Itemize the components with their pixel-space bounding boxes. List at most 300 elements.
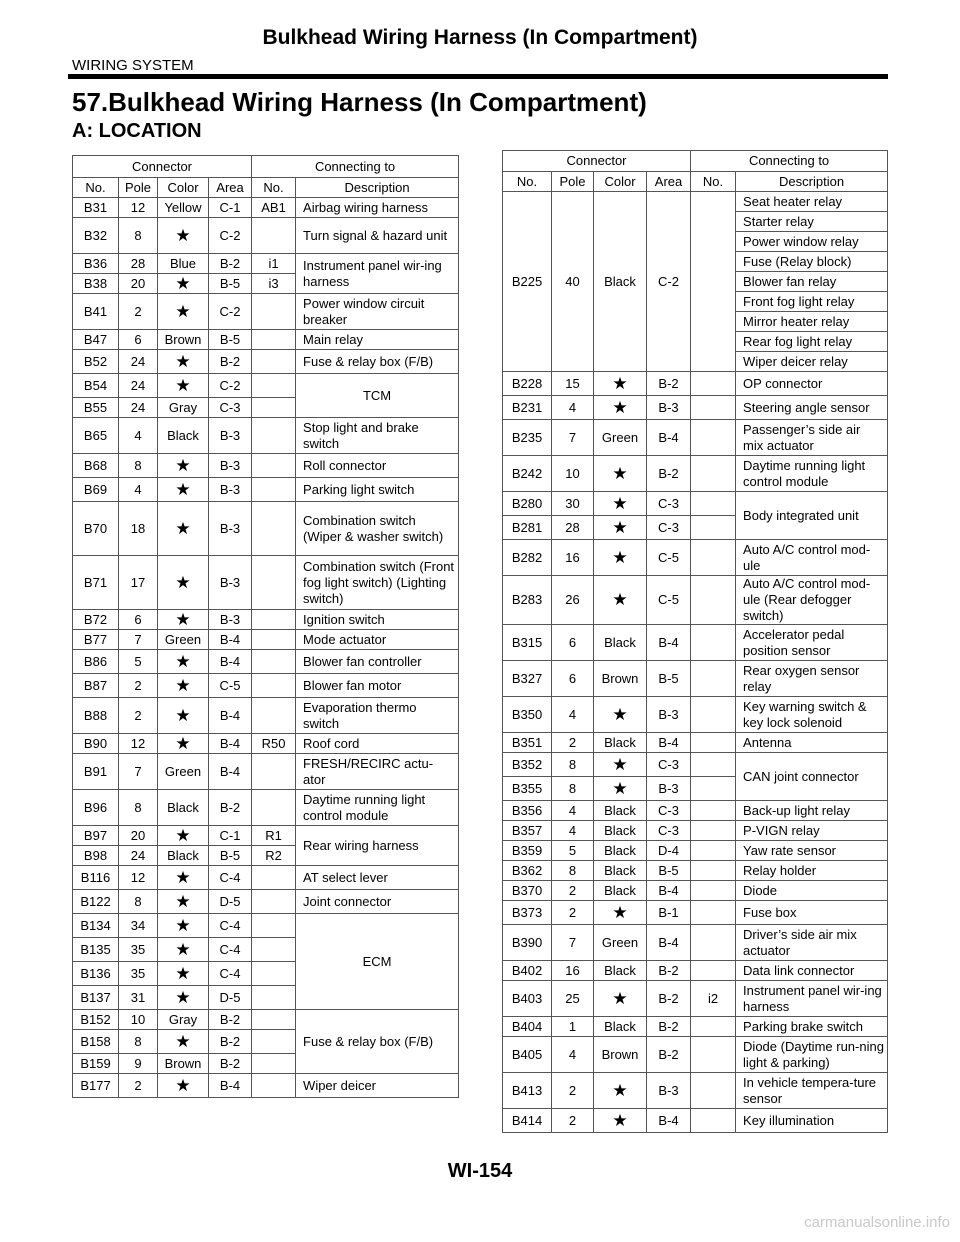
description-cell: Back-up light relay [736, 801, 888, 821]
description-cell: Key illumination [736, 1109, 888, 1133]
area-code-cell: B-5 [209, 330, 252, 350]
pole-count-cell: 2 [119, 294, 158, 330]
area-code-cell: B-4 [209, 650, 252, 674]
star-icon: ★ [158, 556, 209, 610]
pole-count-cell: 9 [119, 1054, 158, 1074]
table-row [503, 981, 888, 1017]
connector-no-cell: B373 [503, 901, 552, 925]
column-header-row [503, 172, 888, 192]
pole-count-cell: 7 [552, 925, 594, 961]
connecting-to-no-cell [252, 1010, 296, 1030]
connecting-to-no-cell [691, 1037, 736, 1073]
description-cell: Seat heater relay [736, 192, 888, 212]
area-code-cell: B-2 [647, 981, 691, 1017]
area-code-cell: C-4 [209, 866, 252, 890]
connector-color-cell: Brown [594, 661, 647, 697]
table-row [73, 294, 459, 330]
star-icon: ★ [158, 478, 209, 502]
description-cell: Driver’s side air mix actuator [736, 925, 888, 961]
pole-count-cell: 8 [552, 777, 594, 801]
connecting-to-no-cell [691, 492, 736, 516]
connecting-to-no-cell [252, 610, 296, 630]
table-row [503, 576, 888, 625]
description-cell: Body integrated unit [736, 492, 888, 540]
connector-no-cell: B87 [73, 674, 119, 698]
connector-no-cell: B355 [503, 777, 552, 801]
connector-table-right [502, 150, 888, 1133]
table-row [503, 540, 888, 576]
pole-count-cell: 12 [119, 866, 158, 890]
pole-count-cell: 8 [119, 790, 158, 826]
section-label: WIRING SYSTEM [72, 57, 194, 74]
pole-count-cell: 2 [552, 733, 594, 753]
connector-no-cell: B69 [73, 478, 119, 502]
connector-no-cell: B315 [503, 625, 552, 661]
star-icon: ★ [158, 986, 209, 1010]
area-code-cell: B-2 [647, 961, 691, 981]
connector-color-cell: Yellow [158, 198, 209, 218]
connecting-to-no-cell [691, 901, 736, 925]
connector-color-cell: Green [158, 754, 209, 790]
description-cell: Front fog light relay [736, 292, 888, 312]
connecting-to-no-cell [691, 777, 736, 801]
connecting-to-no-cell [691, 516, 736, 540]
table-row [73, 630, 459, 650]
area-code-cell: B-5 [647, 661, 691, 697]
connector-no-cell: B231 [503, 396, 552, 420]
pole-count-cell: 10 [119, 1010, 158, 1030]
connecting-to-no-cell [691, 733, 736, 753]
pole-count-cell: 4 [552, 1037, 594, 1073]
description-cell: Roll connector [296, 454, 459, 478]
connecting-to-no-cell [252, 790, 296, 826]
table-row [503, 1017, 888, 1037]
area-code-cell: B-2 [647, 1017, 691, 1037]
connector-no-cell: B36 [73, 254, 119, 274]
description-cell: Auto A/C control mod-ule [736, 540, 888, 576]
pole-count-cell: 20 [119, 274, 158, 294]
area-code-cell: B-4 [647, 420, 691, 456]
connecting-to-no-cell [252, 418, 296, 454]
connector-no-cell: B152 [73, 1010, 119, 1030]
area-code-cell: C-2 [647, 192, 691, 372]
star-icon: ★ [594, 753, 647, 777]
pole-count-cell: 6 [552, 625, 594, 661]
connector-no-cell: B96 [73, 790, 119, 826]
pole-count-cell: 31 [119, 986, 158, 1010]
area-code-cell: C-1 [209, 198, 252, 218]
connecting-to-no-cell: R1 [252, 826, 296, 846]
star-icon: ★ [158, 674, 209, 698]
description-cell: ECM [296, 914, 459, 1010]
col-header-to-no: No. [691, 172, 736, 192]
description-cell: Ignition switch [296, 610, 459, 630]
area-code-cell: C-5 [647, 576, 691, 625]
connecting-to-no-cell [691, 697, 736, 733]
description-cell: Parking brake switch [736, 1017, 888, 1037]
connecting-to-no-cell [691, 925, 736, 961]
table-row [73, 866, 459, 890]
description-cell: Stop light and brake switch [296, 418, 459, 454]
table-body [73, 198, 459, 1098]
description-cell: CAN joint connector [736, 753, 888, 801]
connector-no-cell: B71 [73, 556, 119, 610]
table-row [503, 456, 888, 492]
header-rule [68, 74, 888, 79]
pole-count-cell: 17 [119, 556, 158, 610]
connecting-to-no-cell [691, 456, 736, 492]
connector-no-cell: B38 [73, 274, 119, 294]
area-code-cell: B-4 [209, 1074, 252, 1098]
pole-count-cell: 7 [119, 630, 158, 650]
description-cell: Power window relay [736, 232, 888, 252]
column-header-row [73, 178, 459, 198]
description-cell: Instrument panel wir-ing harness [296, 254, 459, 294]
star-icon: ★ [594, 777, 647, 801]
area-code-cell: C-3 [647, 821, 691, 841]
description-cell: Rear wiring harness [296, 826, 459, 866]
description-cell: Combination switch (Front fog light switch) (Lighting switch) [296, 556, 459, 610]
connecting-to-no-cell [691, 881, 736, 901]
connector-no-cell: B70 [73, 502, 119, 556]
star-icon: ★ [158, 294, 209, 330]
connecting-to-no-cell: i3 [252, 274, 296, 294]
connecting-to-no-cell [252, 1054, 296, 1074]
description-cell: Rear oxygen sensor relay [736, 661, 888, 697]
description-cell: Blower fan relay [736, 272, 888, 292]
table-row [503, 1073, 888, 1109]
description-cell: Key warning switch & key lock solenoid [736, 697, 888, 733]
connecting-to-no-cell [252, 914, 296, 938]
connector-no-cell: B31 [73, 198, 119, 218]
area-code-cell: B-3 [647, 1073, 691, 1109]
star-icon: ★ [158, 734, 209, 754]
description-cell: Starter relay [736, 212, 888, 232]
connecting-to-no-cell [252, 1074, 296, 1098]
connecting-to-no-cell [252, 398, 296, 418]
col-header-color: Color [594, 172, 647, 192]
pole-count-cell: 16 [552, 540, 594, 576]
pole-count-cell: 4 [552, 821, 594, 841]
table-row [73, 674, 459, 698]
connecting-to-no-cell [691, 192, 736, 372]
area-code-cell: B-3 [209, 502, 252, 556]
area-code-cell: B-3 [209, 478, 252, 502]
connector-no-cell: B47 [73, 330, 119, 350]
connector-no-cell: B65 [73, 418, 119, 454]
connector-no-cell: B72 [73, 610, 119, 630]
area-code-cell: C-4 [209, 914, 252, 938]
col-group-connector: Connector [503, 151, 691, 172]
table-row [73, 218, 459, 254]
pole-count-cell: 28 [552, 516, 594, 540]
connector-no-cell: B402 [503, 961, 552, 981]
connecting-to-no-cell [252, 866, 296, 890]
connector-no-cell: B135 [73, 938, 119, 962]
col-header-no: No. [73, 178, 119, 198]
connector-color-cell: Black [594, 192, 647, 372]
col-header-description: Description [296, 178, 459, 198]
col-header-area: Area [209, 178, 252, 198]
connecting-to-no-cell [691, 661, 736, 697]
star-icon: ★ [594, 576, 647, 625]
area-code-cell: B-3 [647, 777, 691, 801]
connecting-to-no-cell [691, 1109, 736, 1133]
connecting-to-no-cell [691, 1073, 736, 1109]
connector-no-cell: B370 [503, 881, 552, 901]
star-icon: ★ [158, 962, 209, 986]
table-row [73, 1010, 459, 1030]
connector-color-cell: Black [594, 733, 647, 753]
connecting-to-no-cell [691, 625, 736, 661]
connector-color-cell: Black [594, 861, 647, 881]
connector-no-cell: B91 [73, 754, 119, 790]
group-header-row [503, 151, 888, 172]
description-cell: Antenna [736, 733, 888, 753]
description-cell: Main relay [296, 330, 459, 350]
table-row [73, 890, 459, 914]
description-cell: Daytime running light control module [296, 790, 459, 826]
area-code-cell: B-5 [209, 274, 252, 294]
page-number: WI-154 [447, 1160, 513, 1182]
connector-no-cell: B97 [73, 826, 119, 846]
table-row [73, 502, 459, 556]
table-row [73, 754, 459, 790]
area-code-cell: B-3 [209, 418, 252, 454]
star-icon: ★ [158, 890, 209, 914]
area-code-cell: B-4 [209, 698, 252, 734]
table-row [73, 556, 459, 610]
table-body [503, 192, 888, 1133]
area-code-cell: B-1 [647, 901, 691, 925]
area-code-cell: B-4 [209, 734, 252, 754]
connector-no-cell: B88 [73, 698, 119, 734]
table-row [73, 198, 459, 218]
col-header-description: Description [736, 172, 888, 192]
star-icon: ★ [158, 610, 209, 630]
star-icon: ★ [158, 1074, 209, 1098]
star-icon: ★ [594, 901, 647, 925]
connecting-to-no-cell [691, 576, 736, 625]
pole-count-cell: 6 [119, 330, 158, 350]
page-title: Bulkhead Wiring Harness (In Compartment) [262, 26, 698, 49]
description-cell: Roof cord [296, 734, 459, 754]
connector-no-cell: B362 [503, 861, 552, 881]
connecting-to-no-cell: R2 [252, 846, 296, 866]
connector-no-cell: B158 [73, 1030, 119, 1054]
connector-no-cell: B228 [503, 372, 552, 396]
pole-count-cell: 35 [119, 962, 158, 986]
table-row [503, 753, 888, 777]
connector-no-cell: B352 [503, 753, 552, 777]
table-row [503, 396, 888, 420]
area-code-cell: B-2 [209, 1010, 252, 1030]
description-cell: Fuse & relay box (F/B) [296, 1010, 459, 1074]
connecting-to-no-cell [252, 478, 296, 502]
table-row [503, 372, 888, 396]
area-code-cell: B-2 [209, 254, 252, 274]
star-icon: ★ [158, 350, 209, 374]
connecting-to-no-cell: i2 [691, 981, 736, 1017]
connecting-to-no-cell [252, 556, 296, 610]
area-code-cell: B-4 [647, 925, 691, 961]
area-code-cell: B-2 [647, 1037, 691, 1073]
connecting-to-no-cell [691, 753, 736, 777]
area-code-cell: B-3 [209, 454, 252, 478]
connector-color-cell: Black [594, 801, 647, 821]
col-group-connector: Connector [73, 156, 252, 178]
description-cell: Data link connector [736, 961, 888, 981]
table-row [503, 1037, 888, 1073]
connecting-to-no-cell [252, 650, 296, 674]
connecting-to-no-cell [691, 420, 736, 456]
area-code-cell: C-1 [209, 826, 252, 846]
description-cell: TCM [296, 374, 459, 418]
table-row [73, 914, 459, 938]
pole-count-cell: 25 [552, 981, 594, 1017]
star-icon: ★ [594, 540, 647, 576]
area-code-cell: B-3 [209, 556, 252, 610]
area-code-cell: C-2 [209, 294, 252, 330]
pole-count-cell: 7 [552, 420, 594, 456]
table-row [73, 350, 459, 374]
pole-count-cell: 12 [119, 734, 158, 754]
connector-no-cell: B225 [503, 192, 552, 372]
star-icon: ★ [594, 492, 647, 516]
pole-count-cell: 24 [119, 398, 158, 418]
table-row [503, 841, 888, 861]
description-cell: Mode actuator [296, 630, 459, 650]
connector-color-cell: Black [594, 841, 647, 861]
area-code-cell: B-3 [647, 697, 691, 733]
pole-count-cell: 2 [552, 1073, 594, 1109]
table-row [503, 801, 888, 821]
pole-count-cell: 8 [119, 890, 158, 914]
description-cell: Power window circuit breaker [296, 294, 459, 330]
area-code-cell: B-2 [209, 350, 252, 374]
area-code-cell: B-2 [209, 790, 252, 826]
connector-no-cell: B403 [503, 981, 552, 1017]
connecting-to-no-cell [691, 821, 736, 841]
description-cell: Steering angle sensor [736, 396, 888, 420]
star-icon: ★ [594, 372, 647, 396]
table-row [73, 826, 459, 846]
connector-no-cell: B281 [503, 516, 552, 540]
pole-count-cell: 2 [552, 1109, 594, 1133]
pole-count-cell: 24 [119, 374, 158, 398]
description-cell: Fuse & relay box (F/B) [296, 350, 459, 374]
description-cell: Daytime running light control module [736, 456, 888, 492]
description-cell: Wiper deicer [296, 1074, 459, 1098]
connecting-to-no-cell [691, 372, 736, 396]
connector-color-cell: Green [594, 420, 647, 456]
connecting-to-no-cell [252, 1030, 296, 1054]
sub-heading: A: LOCATION [72, 120, 202, 142]
pole-count-cell: 5 [552, 841, 594, 861]
star-icon: ★ [158, 1030, 209, 1054]
table-row [73, 610, 459, 630]
description-cell: Relay holder [736, 861, 888, 881]
connecting-to-no-cell [252, 350, 296, 374]
col-header-no: No. [503, 172, 552, 192]
description-cell: Passenger’s side air mix actuator [736, 420, 888, 456]
description-cell: Parking light switch [296, 478, 459, 502]
area-code-cell: B-2 [209, 1030, 252, 1054]
description-cell: Blower fan motor [296, 674, 459, 698]
pole-count-cell: 6 [119, 610, 158, 630]
pole-count-cell: 4 [552, 697, 594, 733]
pole-count-cell: 35 [119, 938, 158, 962]
area-code-cell: C-3 [647, 492, 691, 516]
connector-no-cell: B350 [503, 697, 552, 733]
connector-no-cell: B55 [73, 398, 119, 418]
table-row [73, 254, 459, 274]
connector-no-cell: B68 [73, 454, 119, 478]
connector-no-cell: B52 [73, 350, 119, 374]
connector-color-cell: Black [594, 625, 647, 661]
area-code-cell: C-3 [647, 801, 691, 821]
connecting-to-no-cell [252, 294, 296, 330]
connector-no-cell: B390 [503, 925, 552, 961]
connector-color-cell: Black [594, 961, 647, 981]
pole-count-cell: 26 [552, 576, 594, 625]
description-cell: Airbag wiring harness [296, 198, 459, 218]
description-cell: Instrument panel wir-ing harness [736, 981, 888, 1017]
pole-count-cell: 8 [119, 1030, 158, 1054]
table-row [503, 625, 888, 661]
star-icon: ★ [594, 1073, 647, 1109]
pole-count-cell: 34 [119, 914, 158, 938]
pole-count-cell: 16 [552, 961, 594, 981]
pole-count-cell: 2 [552, 881, 594, 901]
connector-color-cell: Gray [158, 1010, 209, 1030]
description-cell: Yaw rate sensor [736, 841, 888, 861]
connector-no-cell: B404 [503, 1017, 552, 1037]
connector-no-cell: B159 [73, 1054, 119, 1074]
connecting-to-no-cell [691, 841, 736, 861]
connector-color-cell: Black [594, 881, 647, 901]
connector-no-cell: B405 [503, 1037, 552, 1073]
area-code-cell: B-4 [647, 733, 691, 753]
table-row [503, 861, 888, 881]
pole-count-cell: 2 [119, 698, 158, 734]
connector-no-cell: B137 [73, 986, 119, 1010]
col-header-area: Area [647, 172, 691, 192]
connecting-to-no-cell: i1 [252, 254, 296, 274]
connector-no-cell: B351 [503, 733, 552, 753]
area-code-cell: C-5 [647, 540, 691, 576]
description-cell: Diode (Daytime run-ning light & parking) [736, 1037, 888, 1073]
connecting-to-no-cell [252, 502, 296, 556]
pole-count-cell: 2 [552, 901, 594, 925]
connecting-to-no-cell [691, 961, 736, 981]
description-cell: Diode [736, 881, 888, 901]
connector-no-cell: B41 [73, 294, 119, 330]
connector-color-cell: Gray [158, 398, 209, 418]
description-cell: Auto A/C control mod-ule (Rear defogger switch) [736, 576, 888, 625]
area-code-cell: C-4 [209, 962, 252, 986]
connecting-to-no-cell [252, 890, 296, 914]
description-cell: Turn signal & hazard unit [296, 218, 459, 254]
pole-count-cell: 10 [552, 456, 594, 492]
connector-no-cell: B90 [73, 734, 119, 754]
star-icon: ★ [594, 981, 647, 1017]
table-row [503, 733, 888, 753]
description-cell: OP connector [736, 372, 888, 396]
connector-color-cell: Blue [158, 254, 209, 274]
star-icon: ★ [594, 456, 647, 492]
connector-no-cell: B32 [73, 218, 119, 254]
